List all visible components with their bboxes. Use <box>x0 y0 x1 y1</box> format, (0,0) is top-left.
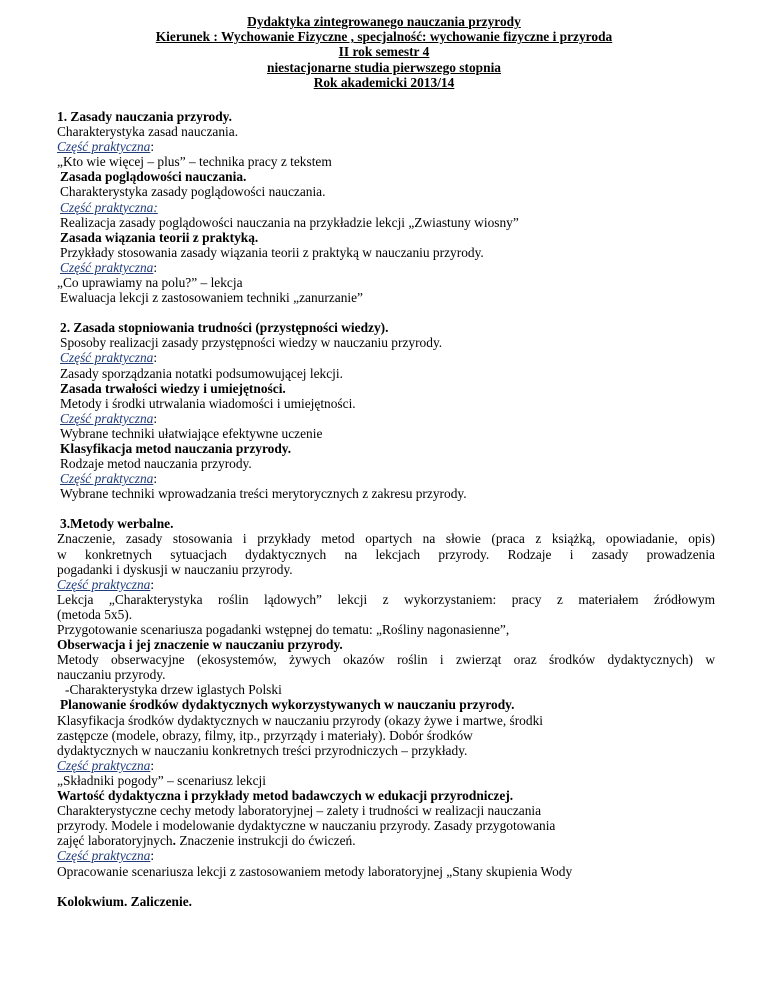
practical-part-label: Część praktyczna <box>57 848 151 864</box>
section-text: Charakterystyka zasady poglądowości nauczania. <box>60 184 326 200</box>
section-text: -Charakterystyka drzew iglastych Polski <box>65 682 282 698</box>
section-text: pogadanki i dyskusji w nauczaniu przyrody. <box>57 561 293 577</box>
practical-part-label: Część praktyczna <box>57 757 151 773</box>
practical-part-label: Część praktyczna <box>60 259 154 275</box>
section-1-heading: 1. Zasady nauczania przyrody. <box>57 109 232 124</box>
practical-part-label: Część praktyczna <box>60 471 154 487</box>
header-field-of-study: Kierunek : Wychowanie Fizyczne , specjalność: wychowanie fizyczne i przyroda <box>155 29 613 45</box>
subsection-heading: Zasada trwałości wiedzy i umiejętności. <box>60 380 286 396</box>
section-text: Lekcja „Charakterystyka roślin lądowych” lekcji z wykorzystaniem: pracy z materiałem źródłowym <box>57 591 715 607</box>
subsection-heading: Zasada wiązania teorii z praktyką. <box>60 229 259 245</box>
section-text: Charakterystyczne cechy metody laboratoryjnej – zalety i trudności w realizacji nauczania <box>57 803 542 819</box>
section-text: Rodzaje metod nauczania przyrody. <box>60 456 252 472</box>
section-text: „Składniki pogody” – scenariusz lekcji <box>57 772 266 788</box>
section-text: Metody obserwacyjne (ekosystemów, żywych okazów roślin i zwierząt oraz środków dydaktycznych) w <box>57 652 715 668</box>
practical-part-label: Część praktyczna <box>60 410 154 426</box>
subsection-heading: Klasyfikacja metod nauczania przyrody. <box>60 440 292 456</box>
section-2-heading: 2. Zasada stopniowania trudności (przystępności wiedzy). <box>60 320 389 336</box>
section-text: zajęć laboratoryjnych <box>57 833 173 849</box>
section-text: nauczaniu przyrody. <box>57 667 166 683</box>
practical-part-label: Część praktyczna <box>60 350 154 366</box>
subsection-heading: Wartość dydaktyczna i przykłady metod badawczych w edukacji przyrodniczej. <box>57 788 514 804</box>
document-header <box>0 14 768 90</box>
section-text: Przykłady stosowania zasady wiązania teorii z praktyką w nauczaniu przyrody. <box>60 244 484 260</box>
section-text: „Co uprawiamy na polu?” – lekcja <box>57 275 243 291</box>
practical-part-label: Część praktyczna <box>57 576 151 592</box>
section-text: Klasyfikacja środków dydaktycznych w nauczaniu przyrody (okazy żywe i martwe, środki <box>57 712 543 728</box>
section-text: Realizacja zasady poglądowości nauczania na przykładzie lekcji „Zwiastuny wiosny” <box>60 214 519 230</box>
section-text: Znaczenie, zasady stosowania i przykłady metod opartych na słowie (praca z książką, opowiadanie, opis) <box>57 531 715 547</box>
section-text: Metody i środki utrwalania wiadomości i umiejętności. <box>60 395 356 411</box>
section-text: (metoda 5x5). <box>57 606 133 622</box>
practical-part-label: Część praktyczna <box>60 199 154 215</box>
section-text: Sposoby realizacji zasady przystępności wiedzy w nauczaniu przyrody. <box>60 335 443 351</box>
footer-text: Kolokwium. Zaliczenie. <box>57 893 193 909</box>
section-text: w konkretnych sytuacjach dydaktycznych na lekcjach przyrody. Rodzaje i zasady prowadzenia <box>57 546 715 562</box>
section-text: Wybrane techniki ułatwiające efektywne uczenie <box>60 425 323 441</box>
section-text: Zasady sporządzania notatki podsumowującej lekcji. <box>60 365 343 381</box>
section-3-heading: 3.Metody werbalne. <box>60 516 174 532</box>
section-text: Ewaluacja lekcji z zastosowaniem techniki „zanurzanie” <box>60 290 363 306</box>
section-text: „Kto wie więcej – plus” – technika pracy z tekstem <box>57 154 332 170</box>
section-text: przyrody. Modele i modelowanie dydaktyczne w nauczaniu przyrody. Zasady przygotowania <box>57 818 556 834</box>
header-study-mode: niestacjonarne studia pierwszego stopnia <box>267 59 501 75</box>
section-text: zastępcze (modele, obrazy, filmy, itp., przyrządy i materiały). Dobór środków <box>57 727 473 743</box>
section-text: dydaktycznych w nauczaniu konkretnych treści przyrodniczych – przykłady. <box>57 742 468 758</box>
section-text: Opracowanie scenariusza lekcji z zastosowaniem metody laboratoryjnej „Stany skupienia Wody <box>57 863 573 879</box>
practical-part-label: Część praktyczna <box>57 139 151 155</box>
subsection-heading: Zasada poglądowości nauczania. <box>60 169 247 185</box>
header-semester: II rok semestr 4 <box>338 44 430 60</box>
section-text: Przygotowanie scenariusza pogadanki wstępnej do tematu: „Rośliny nagonasienne”, <box>57 622 510 637</box>
header-academic-year: Rok akademicki 2013/14 <box>313 74 455 90</box>
document-body: 1. Zasady nauczania przyrody. Charakterystyka zasad nauczania. Część praktyczna: „Kto wie więcej – plus” – technika pracy z tekstem Zasada poglądowości nauczania. Charakterystyka zasady poglądowości nauczania. Część praktyczna: Realizacja zasady poglądowości nauczania na przykładzie lekcji „Zwiastuny wiosny” Zasada wiązania teorii z praktyką. Przykłady stosowania zasady wiązania teorii z praktyką w nauczaniu przyrody. Część praktyczna: „Co uprawiamy na polu?” – lekcja Ewaluacja lekcji z zastosowaniem techniki „zanurzanie” 2. Zasada stopniowania trudności (przystępności wiedzy). Sposoby realizacji zasady przystępności wiedzy w nauczaniu przyrody. Część praktyczna: Zasady sporządzania notatki podsumowującej lekcji. Zasada trwałości wiedzy i umiejętności. Metody i środki utrwalania wiadomości i umiejętności. Część praktyczna: Wybrane techniki ułatwiające efektywne uczenie Klasyfikacja metod nauczania przyrody. Rodzaje metod nauczania przyrody. Część praktyczna: Wybrane techniki wprowadzania treści merytorycznych z zakresu przyrody. 3.Metody werbalne. Znaczenie, zasady stosowania i przykłady metod opartych na słowie (praca z książką, opowiadanie, opis) w konkretnych sytuacjach dydaktycznych na lekcjach przyrody. Rodzaje i zasady prowadzenia pogadanki i dyskusji w nauczaniu przyrody. Część praktyczna: Lekcja „Charakterystyka roślin lądowych” lekcji z wykorzystaniem: pracy z materiałem źródłowym (metoda 5x5). Przygotowanie scenariusza pogadanki wstępnej do tematu: „Rośliny nagonasienne”, Obserwacja i jej znaczenie w nauczaniu przyrody. Metody obserwacyjne (ekosystemów, żywych okazów roślin i zwierząt oraz środków dydaktycznych) w nauczaniu przyrody. -Charakterystyka drzew iglastych Polski Planowanie środków dydaktycznych wykorzystywanych w nauczaniu przyrody. Klasyfikacja środków dydaktycznych w nauczaniu przyrody (okazy żywe i martwe, środki zastępcze (modele, obrazy, filmy, itp., przyrządy i materiały). Dobór środków dydaktycznych w nauczaniu konkretnych treści przyrodniczych – przykłady. Część praktyczna: „Składniki pogody” – scenariusz lekcji Wartość dydaktyczna i przykłady metod badawczych w edukacji przyrodniczej. Charakterystyczne cechy metody laboratoryjnej – zalety i trudności w realizacji nauczania przyrody. Modele i modelowanie dydaktyczne w nauczaniu przyrody. Zasady przygotowania zajęć laboratoryjnych. Znaczenie instrukcji do ćwiczeń. Część praktyczna: Opracowanie scenariusza lekcji z zastosowaniem metody laboratoryjnej „Stany skupienia Wody Kolokwium. Zaliczenie. <box>57 109 715 909</box>
section-text: Charakterystyka zasad nauczania. <box>57 124 239 140</box>
subsection-heading: Obserwacja i jej znaczenie w nauczaniu przyrody. <box>57 637 343 653</box>
header-course-title: Dydaktyka zintegrowanego nauczania przyrody <box>247 14 521 29</box>
subsection-heading: Planowanie środków dydaktycznych wykorzystywanych w nauczaniu przyrody. <box>60 697 515 713</box>
section-text: Wybrane techniki wprowadzania treści merytorycznych z zakresu przyrody. <box>60 486 467 502</box>
